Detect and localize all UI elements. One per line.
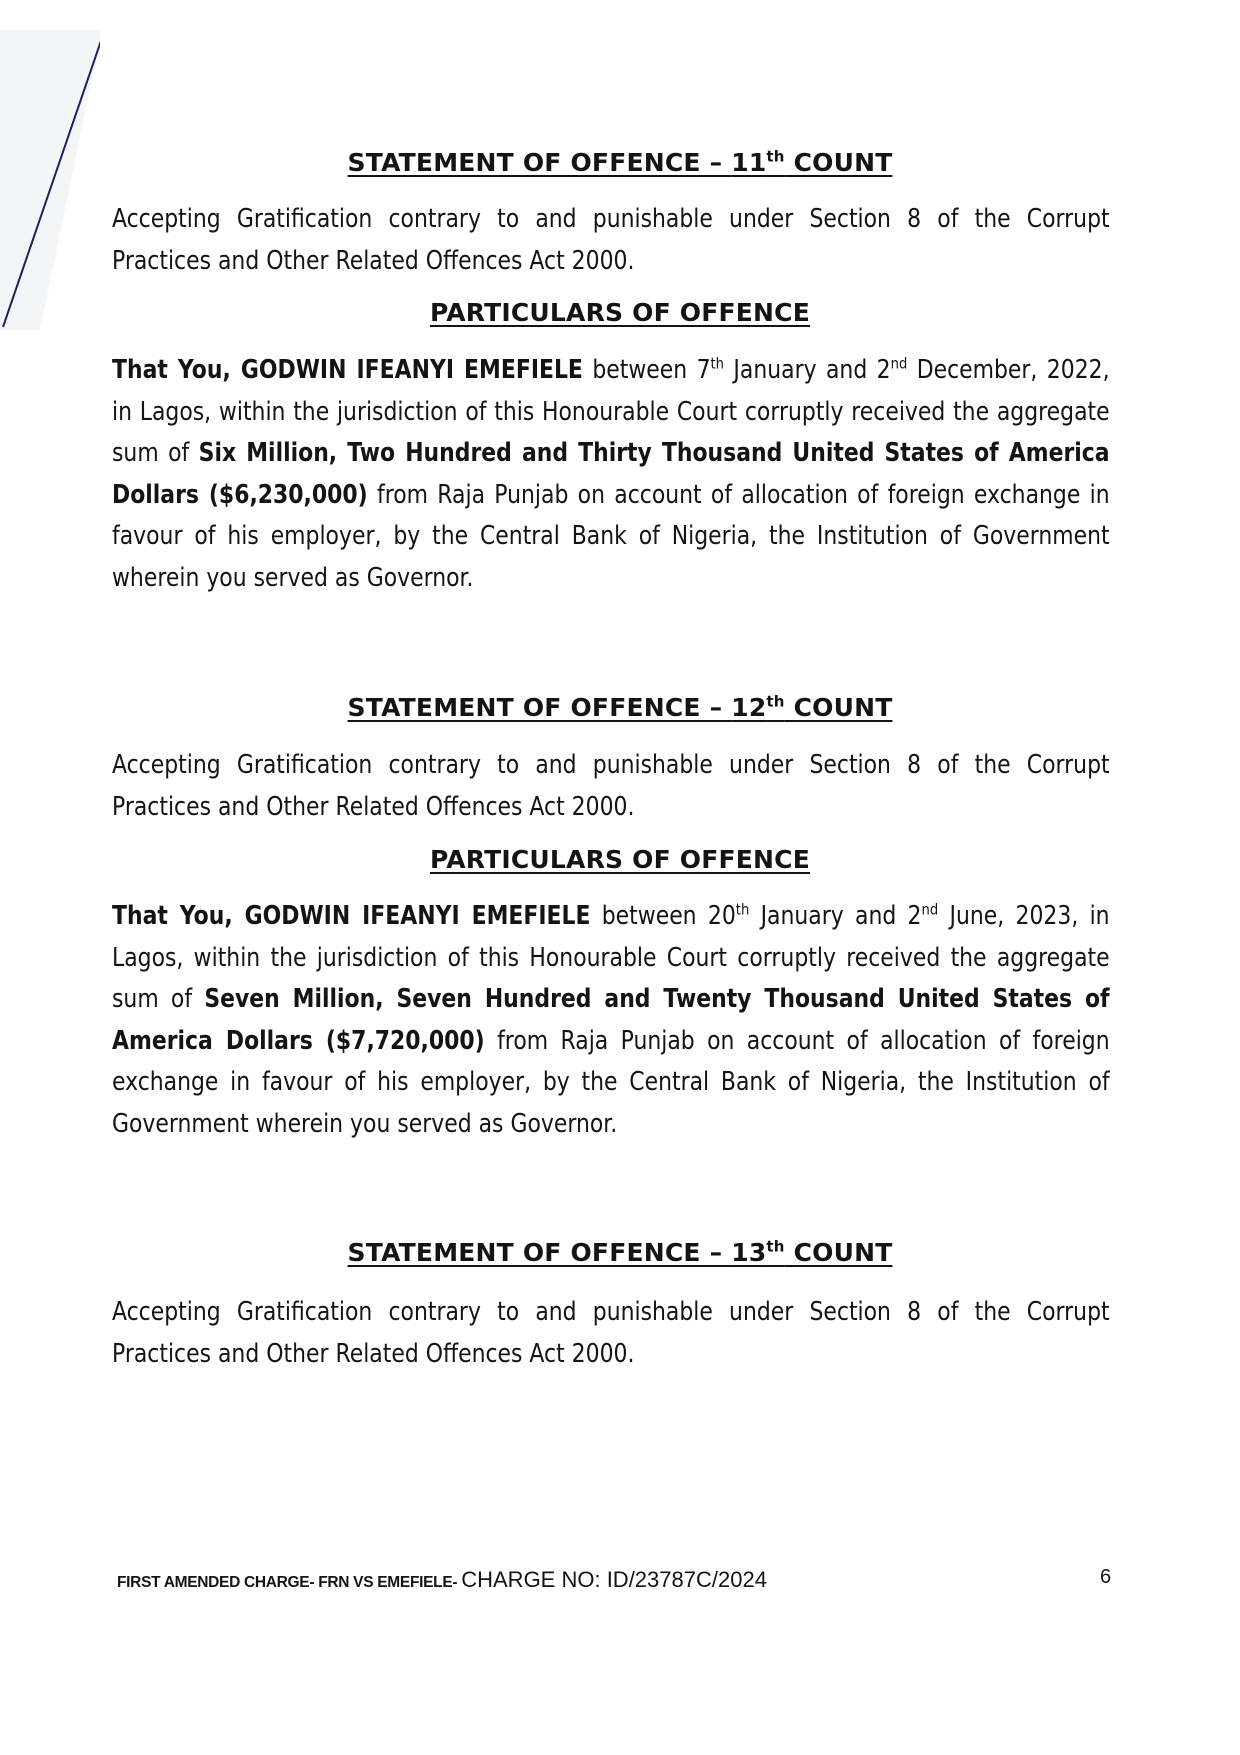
statement-heading-count-12: STATEMENT OF OFFENCE – 12th COUNT bbox=[347, 692, 893, 722]
statement-text-count-13: Accepting Gratification contrary to and punishable under Section 8 of the Corrupt Practices and Other Related Offences Act 2000. bbox=[112, 1297, 1110, 1369]
statement-text-count-11: Accepting Gratification contrary to and punishable under Section 8 of the Corrupt Practices and Other Related Offences Act 2000. bbox=[112, 204, 1110, 276]
statement-text-count-12: Accepting Gratification contrary to and punishable under Section 8 of the Corrupt Practices and Other Related Offences Act 2000. bbox=[112, 750, 1110, 822]
particulars-text-count-11: That You, GODWIN IFEANYI EMEFIELE between 7th January and 2nd December, 2022, in Lagos, within the jurisdiction of this Honourable Court corruptly received the aggregate sum of Six Million, Two Hundred and Thirty Thousand United States of America Dollars ($6,230,000) from Raja Punjab on account of allocation of foreign exchange in favour of his employer, by the Central Bank of Nigeria, the Institution of Government wherein you served as Governor. bbox=[112, 354, 1110, 593]
particulars-text-count-12: That You, GODWIN IFEANYI EMEFIELE between 20th January and 2nd June, 2023, in Lagos, within the jurisdiction of this Honourable Court corruptly received the aggregate sum of Seven Million, Seven Hundred and Twenty Thousand United States of America Dollars ($7,720,000) from Raja Punjab on account of allocation of foreign exchange in favour of his employer, by the Central Bank of Nigeria, the Institution of Government wherein you served as Governor. bbox=[112, 900, 1110, 1139]
statement-heading-count-13: STATEMENT OF OFFENCE – 13th COUNT bbox=[347, 1237, 893, 1267]
footer-charge-label: FIRST AMENDED CHARGE- FRN VS EMEFIELE- CHARGE NO: ID/23787C/2024 bbox=[117, 1567, 767, 1592]
amount: Seven Million, Seven Hundred and Twenty Thousand United States of America Dollars ($7,720,000) bbox=[112, 984, 1110, 1056]
particulars-heading-count-11: PARTICULARS OF OFFENCE bbox=[429, 298, 810, 327]
statement-heading-count-11: STATEMENT OF OFFENCE – 11th COUNT bbox=[347, 147, 893, 177]
particulars-heading-count-12: PARTICULARS OF OFFENCE bbox=[429, 845, 810, 874]
scanned-page-edge-line bbox=[0, 30, 100, 330]
page-number: 6 bbox=[1100, 1566, 1112, 1588]
accused-name: That You, GODWIN IFEANYI EMEFIELE bbox=[112, 901, 591, 931]
accused-name: That You, GODWIN IFEANYI EMEFIELE bbox=[112, 355, 583, 385]
amount: Six Million, Two Hundred and Thirty Thousand United States of America Dollars ($6,230,000) bbox=[112, 438, 1110, 510]
